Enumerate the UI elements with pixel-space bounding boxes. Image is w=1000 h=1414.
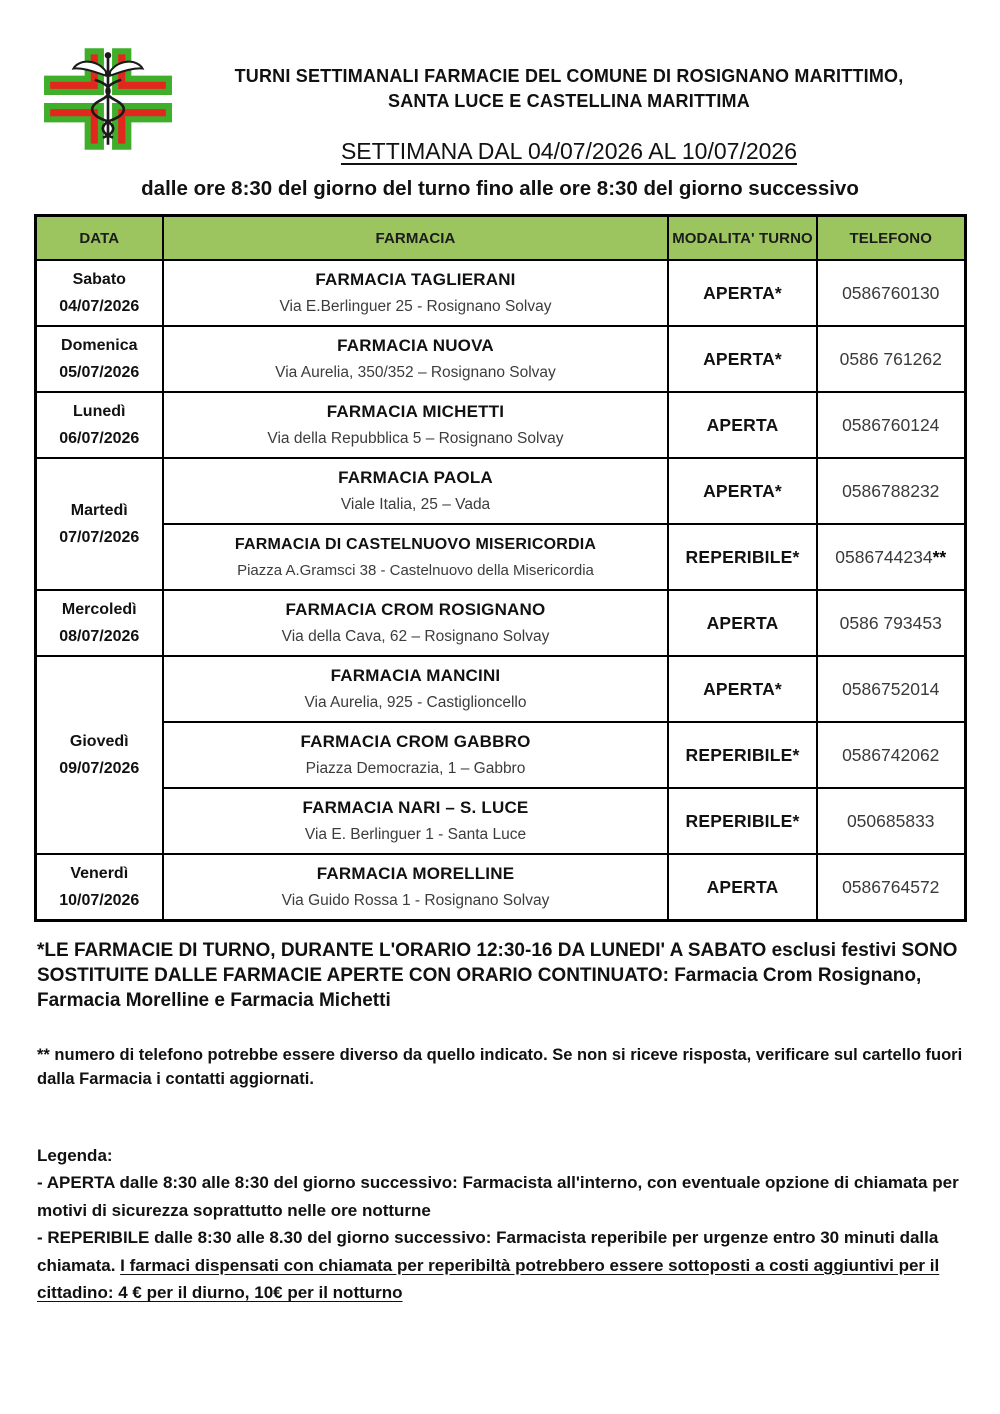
phone-cell	[817, 458, 965, 524]
phone-cell	[817, 788, 965, 854]
day-date: 05/07/2026	[59, 364, 140, 382]
pharmacy-cell	[163, 392, 668, 458]
date-cell	[35, 656, 163, 854]
pharmacy-name: FARMACIA DI CASTELNUOVO MISERICORDIA	[234, 535, 597, 553]
phone-value: 0586788232	[842, 480, 940, 501]
day-name: Domenica	[61, 336, 138, 354]
note-phone-disclaimer: ** numero di telefono potrebbe essere diverso da quello indicato. Se non si riceve risposta, verificare sul cartello fuori dalla Farmacia i contatti aggiornati.	[37, 1045, 963, 1088]
mode-cell: REPERIBILE*	[668, 788, 817, 854]
pharmacy-name: FARMACIA TAGLIERANI	[315, 270, 516, 290]
mode-cell: REPERIBILE*	[668, 722, 817, 788]
pharmacy-address: Via della Repubblica 5 – Rosignano Solvay	[267, 430, 564, 448]
table-row	[35, 458, 965, 524]
pharmacy-cell	[163, 590, 668, 656]
phone-cell	[817, 656, 965, 722]
note-open-pharmacies: *LE FARMACIE DI TURNO, DURANTE L'ORARIO 12:30-16 DA LUNEDI' A SABATO esclusi festivi SONO SOSTITUITE DALLE FARMACIE APERTE CON ORARIO CONTINUATO: Farmacia Crom Rosignano, Farmacia Morelline e Farmacia Michetti	[37, 939, 958, 1012]
mode-cell: APERTA	[668, 392, 817, 458]
legend-reperibile-text: - REPERIBILE dalle 8:30 alle 8.30 del giorno successivo: Farmacista reperibile per urgenze entro 30 minuti dalla chiamata.	[37, 1228, 939, 1275]
phone-value: 0586760124	[842, 414, 940, 435]
phone-value: 0586744234	[835, 546, 933, 567]
table-row	[35, 656, 965, 722]
legend-reperibile-costs-underlined: I farmaci dispensati con chiamata per reperibiltà potrebbero essere sottoposti a costi aggiuntivi per il cittadino: 4 € per il diurno, 10€ per il notturno	[37, 1255, 940, 1303]
phone-note-marker: **	[932, 546, 947, 567]
pharmacy-logo	[42, 46, 176, 157]
table-row	[35, 854, 965, 920]
pharmacy-cell	[163, 326, 668, 392]
date-cell	[35, 392, 163, 458]
column-header-farmacia: FARMACIA	[163, 216, 668, 261]
day-name: Giovedì	[69, 732, 129, 750]
date-cell	[35, 326, 163, 392]
phone-value: 050685833	[846, 810, 935, 831]
pharmacy-address: Piazza Democrazia, 1 – Gabbro	[305, 760, 526, 778]
phone-cell	[817, 722, 965, 788]
page-header	[0, 0, 1000, 165]
date-cell	[35, 260, 163, 326]
phone-cell	[817, 524, 965, 590]
pharmacy-address: Via Aurelia, 925 - Castiglioncello	[304, 694, 527, 712]
pharmacy-address: Via Guido Rossa 1 - Rosignano Solvay	[281, 892, 550, 910]
mode-cell: REPERIBILE*	[668, 524, 817, 590]
phone-value: 0586 793453	[839, 612, 942, 633]
pharmacy-address: Via E. Berlinguer 1 - Santa Luce	[304, 826, 527, 844]
column-header-data: DATA	[35, 216, 163, 261]
pharmacy-address: Piazza A.Gramsci 38 - Castelnuovo della Misericordia	[237, 561, 594, 579]
day-name: Lunedì	[73, 402, 126, 420]
pharmacy-cell	[163, 260, 668, 326]
day-date: 04/07/2026	[59, 298, 140, 316]
phone-cell	[817, 392, 965, 458]
phone-value: 0586760130	[842, 282, 940, 303]
date-cell	[35, 590, 163, 656]
pharmacy-name: FARMACIA MORELLINE	[316, 864, 515, 884]
phone-cell	[817, 326, 965, 392]
table-row	[35, 788, 965, 854]
day-date: 10/07/2026	[59, 892, 140, 910]
pharmacy-address: Via Aurelia, 350/352 – Rosignano Solvay	[275, 364, 556, 382]
pharmacy-cell	[163, 722, 668, 788]
legend-reperibile-definition	[37, 1224, 963, 1307]
day-name: Martedì	[70, 501, 128, 519]
phone-cell	[817, 854, 965, 920]
legend-aperta-definition: - APERTA dalle 8:30 alle 8:30 del giorno successivo: Farmacista all'interno, con eventuale opzione di chiamata per motivi di sicurezza soprattutto nelle ore notturne	[37, 1173, 959, 1220]
pharmacy-cell	[163, 656, 668, 722]
column-header-telefono: TELEFONO	[817, 216, 965, 261]
day-name: Sabato	[72, 270, 126, 288]
page-title-line-2: SANTA LUCE E CASTELLINA MARITTIMA	[388, 91, 750, 112]
pharmacy-name: FARMACIA NUOVA	[337, 336, 494, 356]
legend-title: Legenda:	[37, 1145, 113, 1165]
day-date: 08/07/2026	[59, 628, 140, 646]
pharmacy-name: FARMACIA CROM ROSIGNANO	[285, 600, 546, 620]
pharmacy-name: FARMACIA MICHETTI	[326, 402, 505, 422]
table-row	[35, 326, 965, 392]
shift-hours-subtitle: dalle ore 8:30 del giorno del turno fino alle ore 8:30 del giorno successivo	[141, 177, 859, 201]
phone-cell	[817, 260, 965, 326]
pharmacy-address: Via E.Berlinguer 25 - Rosignano Solvay	[279, 298, 552, 316]
week-range-heading: SETTIMANA DAL 04/07/2026 AL 10/07/2026	[340, 138, 798, 165]
pharmacy-name: FARMACIA CROM GABBRO	[300, 732, 531, 752]
pharmacy-name: FARMACIA PAOLA	[338, 468, 493, 488]
caduceus-glyph	[73, 52, 142, 145]
phone-value: 0586742062	[842, 744, 940, 765]
mode-cell: APERTA*	[668, 326, 817, 392]
day-name: Mercoledì	[61, 600, 137, 618]
mode-cell: APERTA	[668, 854, 817, 920]
column-header-modalita-turno: MODALITA' TURNO	[668, 216, 817, 261]
phone-value: 0586 761262	[839, 348, 942, 369]
page-title-line-1: TURNI SETTIMANALI FARMACIE DEL COMUNE DI ROSIGNANO MARITTIMO,	[234, 66, 904, 86]
table-row	[35, 392, 965, 458]
table-row	[35, 524, 965, 590]
mode-cell: APERTA*	[668, 656, 817, 722]
pharmacy-cross-caduceus-icon	[42, 46, 174, 152]
date-cell	[35, 854, 163, 920]
day-date: 06/07/2026	[59, 430, 140, 448]
pharmacy-name: FARMACIA MANCINI	[330, 666, 501, 686]
pharmacy-shift-table	[34, 214, 967, 922]
pharmacy-cell	[163, 788, 668, 854]
day-name: Venerdì	[70, 864, 129, 882]
pharmacy-cell	[163, 524, 668, 590]
mode-cell: APERTA*	[668, 458, 817, 524]
pharmacy-address: Via della Cava, 62 – Rosignano Solvay	[281, 628, 550, 646]
day-date: 09/07/2026	[59, 760, 140, 778]
pharmacy-name: FARMACIA NARI – S. LUCE	[302, 798, 529, 818]
day-date: 07/07/2026	[59, 529, 140, 547]
phone-value: 0586764572	[842, 876, 940, 897]
legend-section	[37, 1142, 963, 1307]
table-row	[35, 722, 965, 788]
pharmacy-address: Viale Italia, 25 – Vada	[340, 496, 491, 514]
table-header-row	[35, 216, 965, 261]
mode-cell: APERTA*	[668, 260, 817, 326]
table-row	[35, 590, 965, 656]
date-cell	[35, 458, 163, 590]
table-row	[35, 260, 965, 326]
pharmacy-cell	[163, 458, 668, 524]
phone-cell	[817, 590, 965, 656]
header-text-block	[176, 46, 962, 165]
pharmacy-cell	[163, 854, 668, 920]
phone-value: 0586752014	[842, 678, 940, 699]
footnotes-section	[37, 938, 963, 1307]
mode-cell: APERTA	[668, 590, 817, 656]
